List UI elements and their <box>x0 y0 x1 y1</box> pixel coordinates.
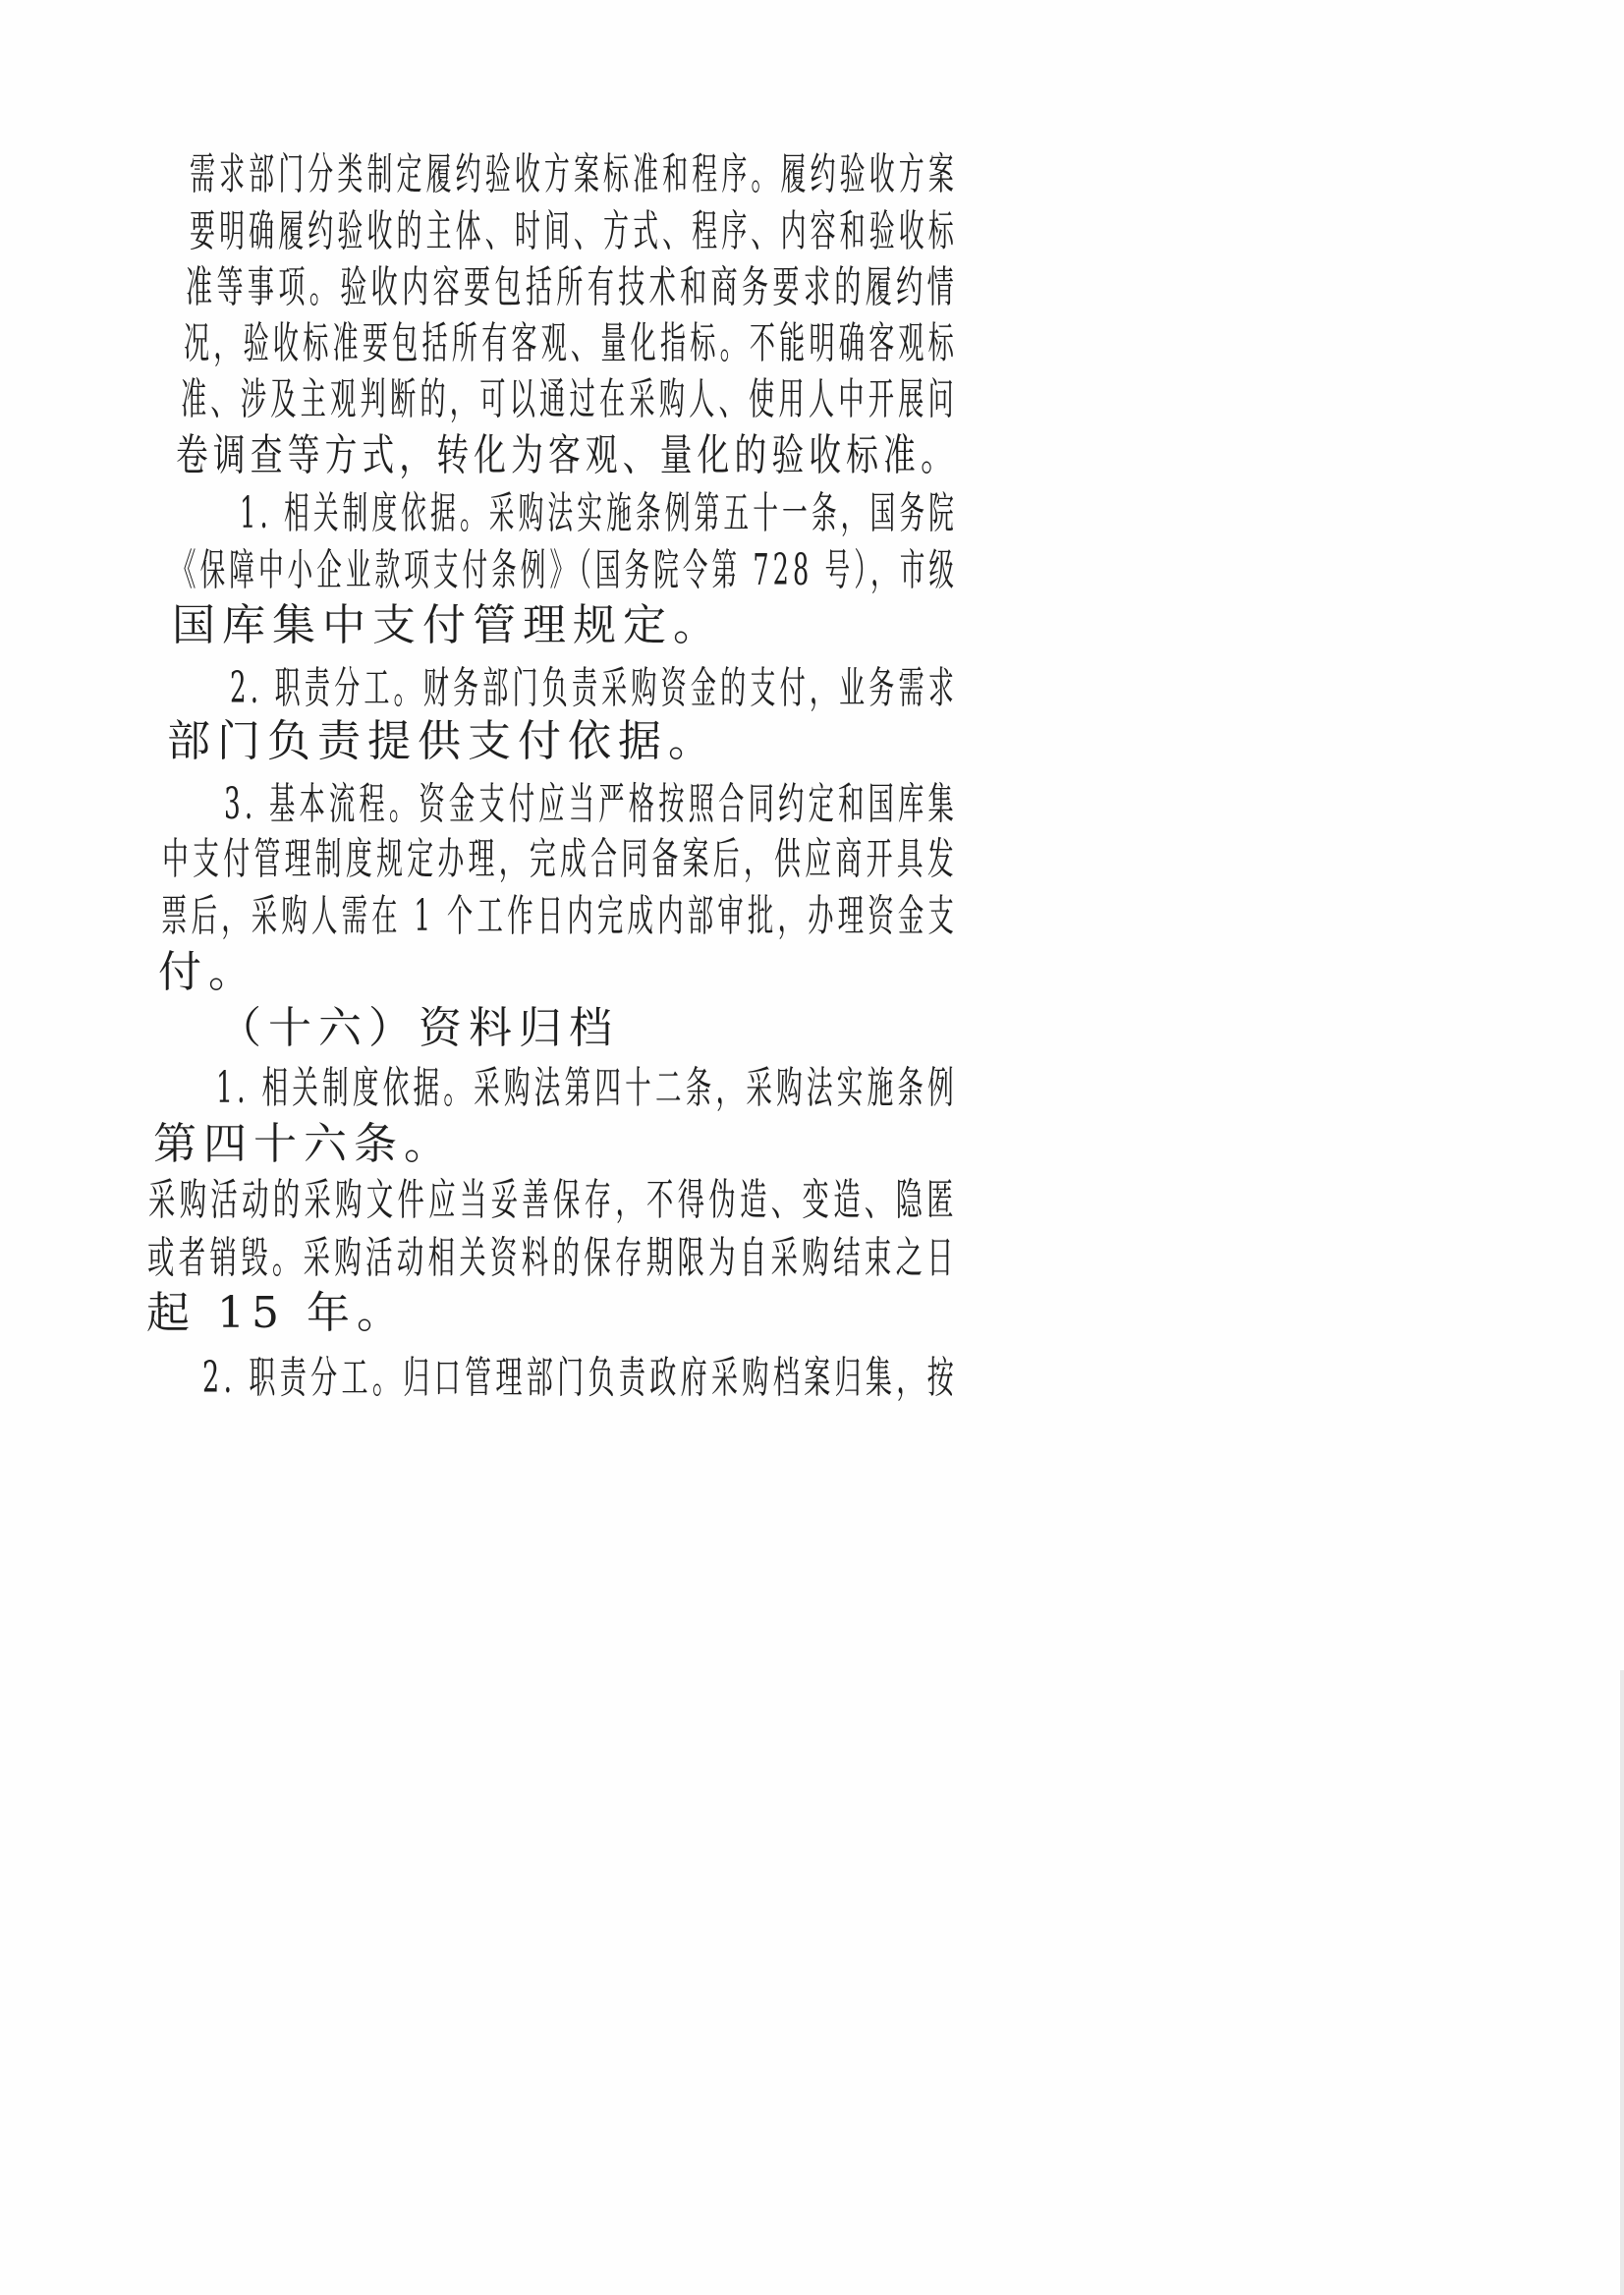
text-line: 需求部门分类制定履约验收方案标准和程序。履约验收方案 <box>190 149 958 199</box>
text-line: 采购活动的采购文件应当妥善保存，不得伪造、变造、隐匿 <box>148 1175 958 1225</box>
section-heading: （十六）资料归档 <box>218 1003 619 1053</box>
text-line: 况，验收标准要包括所有客观、量化指标。不能明确客观标 <box>184 318 959 368</box>
text-line: 准、涉及主观判断的，可以通过在采购人、使用人中开展问 <box>181 374 958 424</box>
text-line: 或者销毁。采购活动相关资料的保存期限为自采购结束之日 <box>147 1233 959 1283</box>
text-line: 2. 职责分工。财务部门负责采购资金的支付，业务需求 <box>230 663 958 713</box>
text-line: 第四十六条。 <box>153 1119 454 1169</box>
text-line: 部门负责提供支付依据。 <box>167 716 718 766</box>
text-line: 2. 职责分工。归口管理部门负责政府采购档案归集，按 <box>202 1353 958 1403</box>
text-line: 1. 相关制度依据。采购法第四十二条，采购法实施条例 <box>216 1063 958 1113</box>
text-line: 3. 基本流程。资金支付应当严格按照合同约定和国库集 <box>224 779 958 829</box>
text-line: 卷调查等方式，转化为客观、量化的验收标准。 <box>176 430 958 480</box>
text-line: 准等事项。验收内容要包括所有技术和商务要求的履约情 <box>186 262 959 312</box>
text-line: 付。 <box>158 947 258 997</box>
text-line: 中支付管理制度规定办理，完成合同备案后，供应商开具发 <box>162 834 959 884</box>
text-line: 要明确履约验收的主体、时间、方式、程序、内容和验收标 <box>190 206 958 256</box>
text-line: 起 15 年。 <box>146 1288 407 1338</box>
text-line: 1. 相关制度依据。采购法实施条例第五十一条，国务院 <box>240 488 958 538</box>
text-line: 票后，采购人需在 1 个工作日内完成内部审批，办理资金支 <box>161 891 959 941</box>
text-line: 国库集中支付管理规定。 <box>172 600 723 650</box>
text-line: 《保障中小企业款项支付条例》（国务院令第 728 号），市级 <box>171 545 959 595</box>
scan-edge <box>1620 1670 1624 2295</box>
